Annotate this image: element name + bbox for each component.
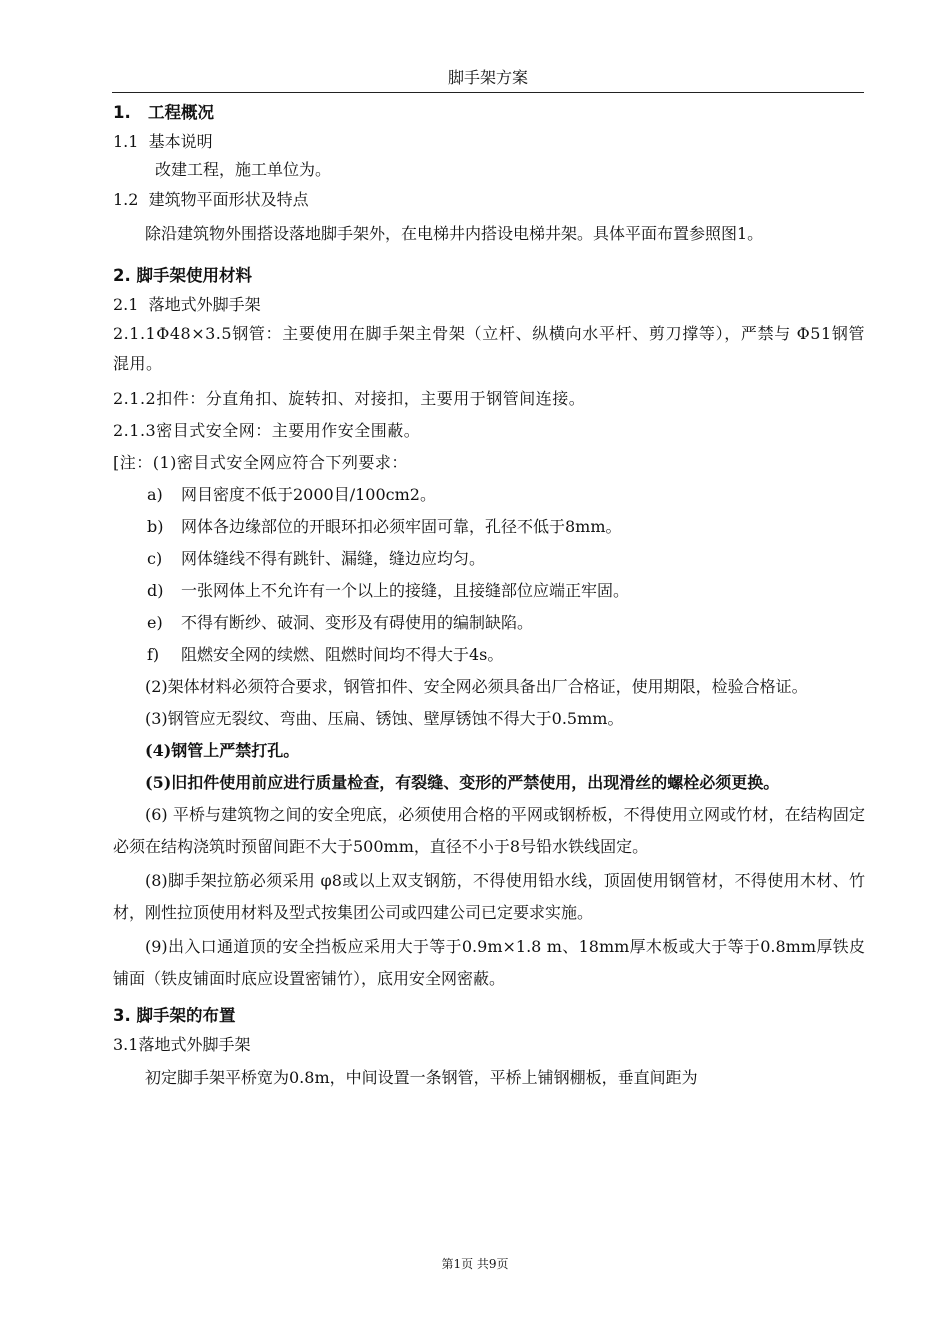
section-2-1-heading: 2.1 落地式外脚手架: [113, 295, 261, 314]
list-item: [113, 479, 865, 511]
section-2-heading: 2. 脚手架使用材料: [113, 266, 252, 285]
note-8: (8)脚手架拉筋必须采用 φ8或以上双支钢筋，不得使用铅水线，顶固使用钢管材，不得使用木材、竹材，刚性拉顶使用材料及型式按集团公司或四建公司已定要求实施。: [113, 871, 865, 922]
note-9: (9)出入口通道顶的安全挡板应采用大于等于0.9m×1.8 m、18mm厚木板或大于等于0.8mm厚铁皮铺面（铁皮铺面时底应设置密铺竹），底用安全网密蔽。: [113, 937, 865, 988]
note-6: (6) 平桥与建筑物之间的安全兜底，必须使用合格的平网或钢桥板，不得使用立网或竹材，在结构固定必须在结构浇筑时预留间距不大于500mm，直径不小于8号铅水铁线固定。: [113, 805, 865, 856]
note-3: (3)钢管应无裂纹、弯曲、压扁、锈蚀、壁厚锈蚀不得大于0.5mm。: [145, 709, 624, 728]
note-2: (2)架体材料必须符合要求，钢管扣件、安全网必须具备出厂合格证，使用期限，检验合格证。: [145, 677, 808, 696]
page-header: 脚手架方案: [112, 66, 864, 93]
section-1-2-heading: 1.2 建筑物平面形状及特点: [113, 190, 309, 209]
paragraph-2-1-2: 2.1.2扣件：分直角扣、旋转扣、对接扣，主要用于钢管间连接。: [113, 389, 586, 408]
section-1-heading: 1. 工程概况: [113, 103, 214, 122]
list-marker: f): [147, 645, 160, 664]
list-item: [113, 543, 865, 575]
section-3-1-heading: 3.1落地式外脚手架: [113, 1035, 251, 1054]
list-item-text: 网目密度不低于2000目/100cm2。: [181, 485, 436, 504]
list-item: [113, 575, 865, 607]
list-item: [113, 639, 865, 671]
list-item-text: 不得有断纱、破洞、变形及有碍使用的编制缺陷。: [181, 613, 534, 632]
list-marker: b): [147, 517, 164, 536]
list-item: [113, 511, 865, 543]
note-4: (4)钢管上严禁打孔。: [145, 741, 300, 760]
section-3-heading: 3. 脚手架的布置: [113, 1006, 236, 1025]
section-1-1-text: 改建工程，施工单位为。: [155, 160, 332, 179]
paragraph-2-1-1: 2.1.1Φ48×3.5钢管：主要使用在脚手架主骨架（立杆、纵横向水平杆、剪刀撑等），严禁与 Φ51钢管混用。: [113, 324, 865, 373]
list-item-text: 阻燃安全网的续燃、阻燃时间均不得大于4s。: [181, 645, 504, 664]
list-item: [113, 607, 865, 639]
section-3-1-text: 初定脚手架平桥宽为0.8m，中间设置一条钢管，平桥上铺钢棚板，垂直间距为: [145, 1068, 698, 1087]
paragraph-2-1-3: 2.1.3密目式安全网：主要用作安全围蔽。: [113, 421, 421, 440]
mesh-requirements-list: [113, 479, 865, 671]
list-marker: c): [147, 549, 163, 568]
note-intro: [注：(1)密目式安全网应符合下列要求：: [113, 453, 408, 472]
note-5: (5)旧扣件使用前应进行质量检查，有裂缝、变形的严禁使用，出现滑丝的螺栓必须更换。: [145, 773, 780, 792]
list-marker: a): [147, 485, 163, 504]
section-1-2-text: 除沿建筑物外围搭设落地脚手架外，在电梯井内搭设电梯井架。具体平面布置参照图1。: [145, 224, 764, 243]
section-1-1-heading: 1.1 基本说明: [113, 132, 213, 151]
list-marker: d): [147, 581, 164, 600]
list-marker: e): [147, 613, 163, 632]
page-footer: 第1页 共9页: [441, 1257, 509, 1271]
list-item-text: 网体缝线不得有跳针、漏缝，缝边应均匀。: [181, 549, 486, 568]
document-body: [113, 98, 865, 1094]
list-item-text: 网体各边缘部位的开眼环扣必须牢固可靠，孔径不低于8mm。: [181, 517, 622, 536]
list-item-text: 一张网体上不允许有一个以上的接缝，且接缝部位应端正牢固。: [181, 581, 630, 600]
